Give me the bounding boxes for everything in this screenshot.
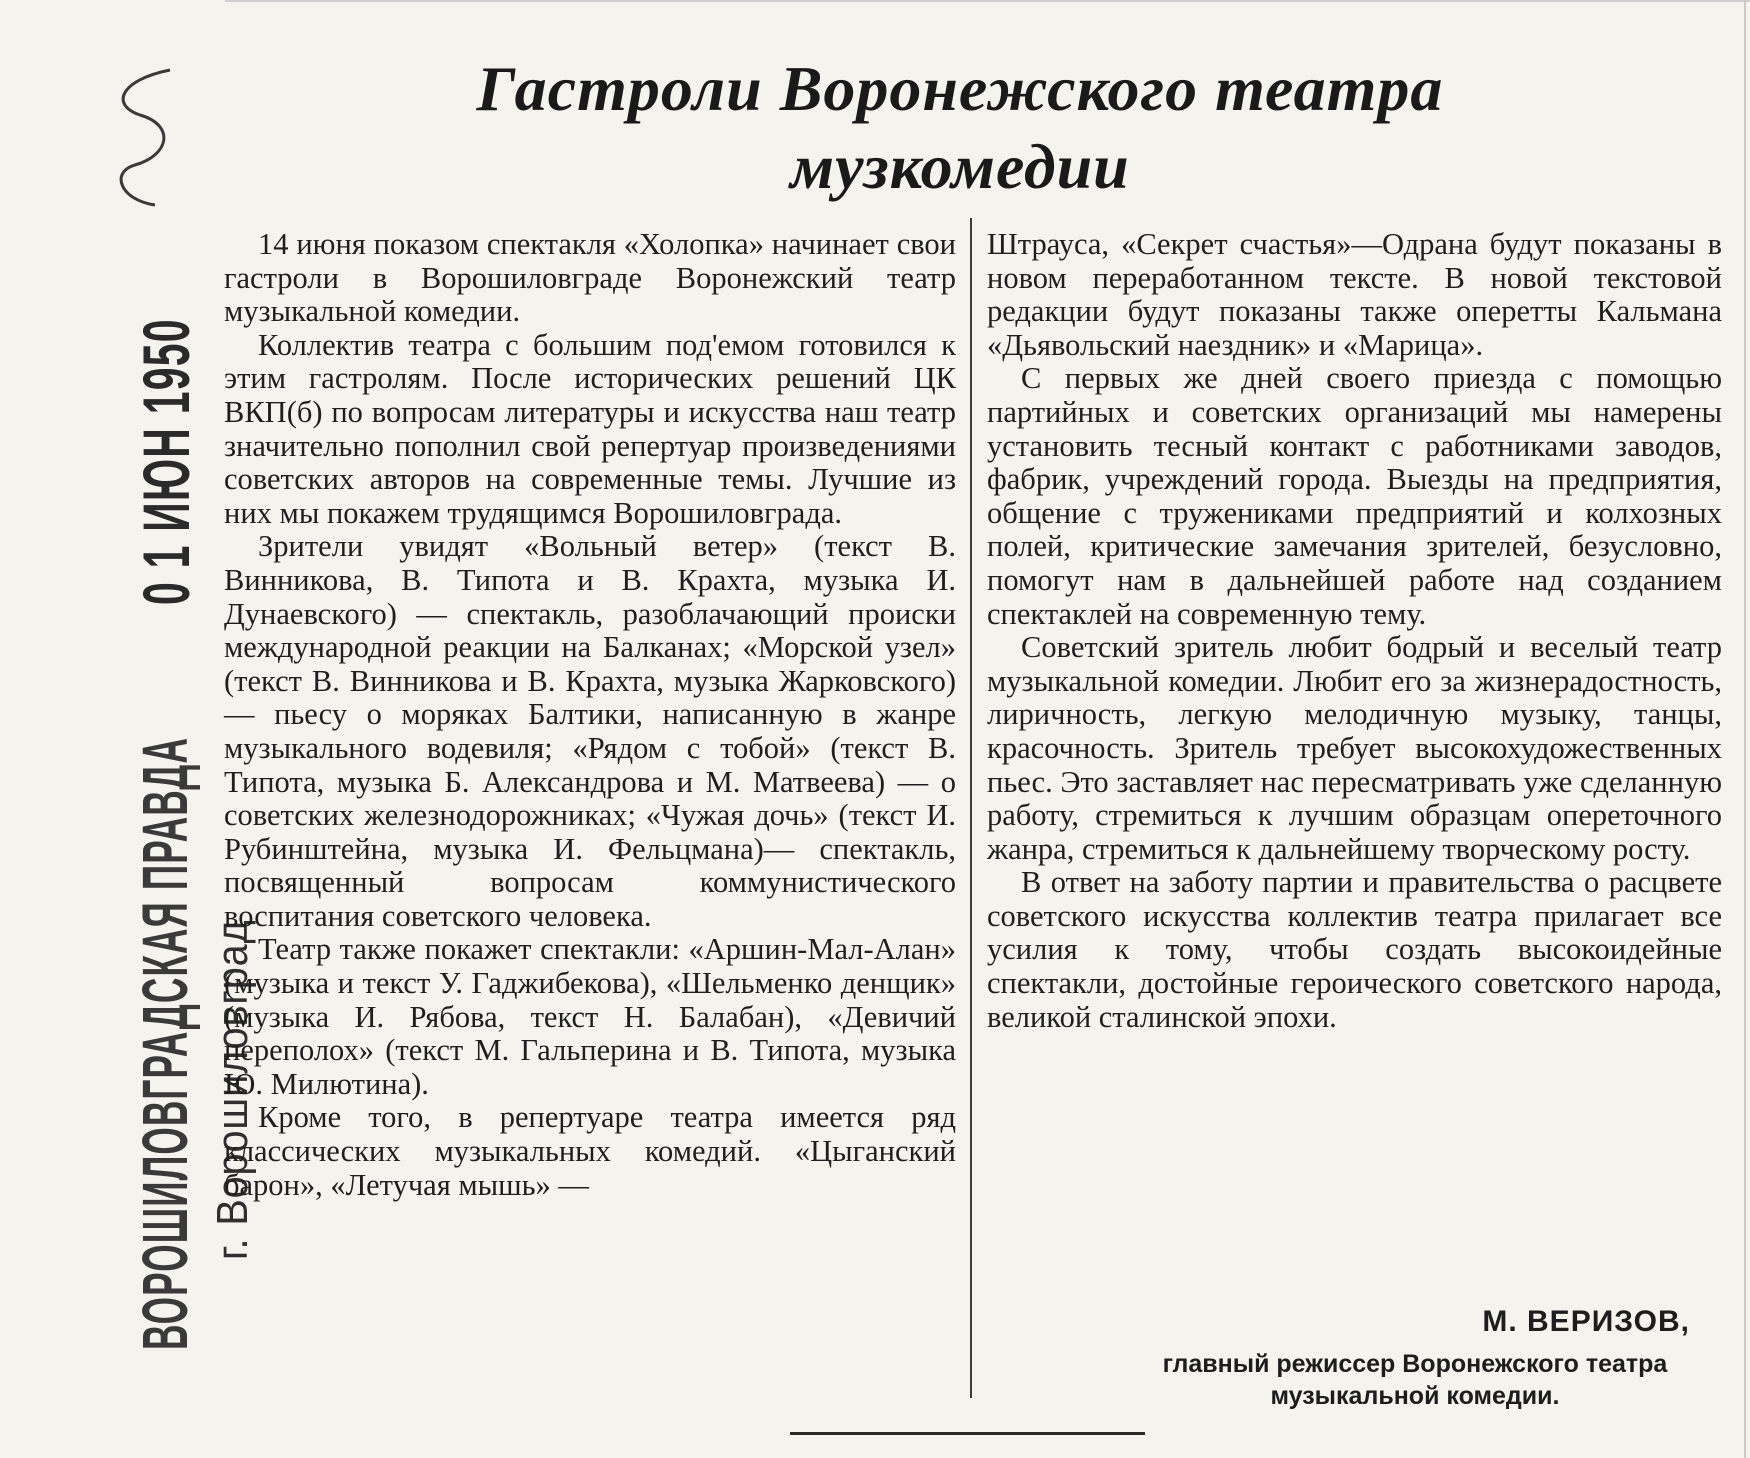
article-column-left xyxy=(224,228,956,1202)
column-divider xyxy=(970,218,972,1398)
pen-squiggle-mark xyxy=(100,60,190,210)
stamp-date: 0 1 ИЮН 1950 xyxy=(129,318,203,605)
clipping-top-edge xyxy=(225,0,1750,2)
paragraph: Театр также покажет спектакли: «Аршин-Мал-Алан» (музыка и текст У. Гаджибекова), «Шельменко денщик» (музыка И. Рябова, текст Н. Балабан), «Девичий переполох» (текст М. Гальперина и В. Типота, музыка Ю. Милютина). xyxy=(224,932,956,1101)
author-title: главный режиссер Воронежского театра музыкальной комедии. xyxy=(1162,1350,1668,1410)
archive-stamp xyxy=(40,60,257,1380)
paragraph: Штрауса, «Секрет счастья»—Одрана будут показаны в новом переработанном тексте. В новой текстовой редакции будут показаны также оперетты Кальмана «Дьявольский наездник» и «Марица». xyxy=(987,227,1722,362)
paragraph: 14 июня показом спектакля «Холопка» начинает свои гастроли в Ворошиловграде Воронежский театр музыкальной комедии. xyxy=(224,227,956,329)
stamp-newspaper-name: ВОРОШИЛОВГРАДСКАЯ ПРАВДА xyxy=(129,737,201,1350)
paragraph: Зрители увидят «Вольный ветер» (текст В. Винникова, В. Типота и В. Крахта, музыка И. Дунаевского) — спектакль, разоблачающий происки международной реакции на Балканах; «Морской узел» (текст В. Винникова и В. Крахта, музыка Жарковского) — пьесу о моряках Балтики, написанную в жанре музыкального водевиля; «Рядом с тобой» (текст В. Типота, музыка Б. Александрова и М. Матвеева) — о советских железнодорожниках; «Чужая дочь» (текст И. Рубинштейна, музыка И. Фельцмана)— спектакль, посвященный вопросам коммунистического воспитания советского человека. xyxy=(224,529,956,933)
stamp-city: г. Ворошиловград xyxy=(208,919,257,1260)
author-name: М. ВЕРИЗОВ, xyxy=(1482,1305,1690,1338)
headline-line-1: Гастроли Воронежского театра xyxy=(476,53,1444,124)
paragraph: Кроме того, в репертуаре театра имеется ряд классических музыкальных комедий. «Цыганский барон», «Летучая мышь» — xyxy=(224,1100,956,1202)
paragraph: С первых же дней своего приезда с помощью партийных и советских организаций мы намерены установить тесный контакт с работниками заводов, фабрик, учреждений города. Выезды на предприятия, общение с тружениками предприятий и колхозных полей, критические замечания зрителей, безусловно, помогут нам в дальнейшей работе над созданием спектаклей на современную тему. xyxy=(987,361,1722,631)
paragraph: В ответ на заботу партии и правительства о расцвете советского искусства коллектив театра прилагает все усилия к тому, чтобы создать высокоидейные спектакли, достойные героического советского народа, великой сталинской эпохи. xyxy=(987,865,1722,1034)
headline-line-2: музкомедии xyxy=(790,131,1130,202)
article-end-rule xyxy=(790,1432,1145,1435)
article-column-right xyxy=(987,228,1722,1034)
paragraph: Советский зритель любит бодрый и веселый театр музыкальной комедии. Любит его за жизнерадостность, лиричность, легкую мелодичную музыку, танцы, красочность. Зритель требует высокохудожественных пьес. Это заставляет нас пересматривать уже сделанную работу, стремиться к лучшим образцам опереточного жанра, стремиться к дальнейшему творческому росту. xyxy=(987,630,1722,866)
clipping-right-edge xyxy=(1744,0,1746,1458)
paragraph: Коллектив театра с большим под'емом готовился к этим гастролям. После исторических решений ЦК ВКП(б) по вопросам литературы и искусства наш театр значительно пополнил свой репертуар произведениями советских авторов на современные темы. Лучшие из них мы покажем трудящимся Ворошиловграда. xyxy=(224,327,956,530)
article-headline xyxy=(330,50,1590,206)
